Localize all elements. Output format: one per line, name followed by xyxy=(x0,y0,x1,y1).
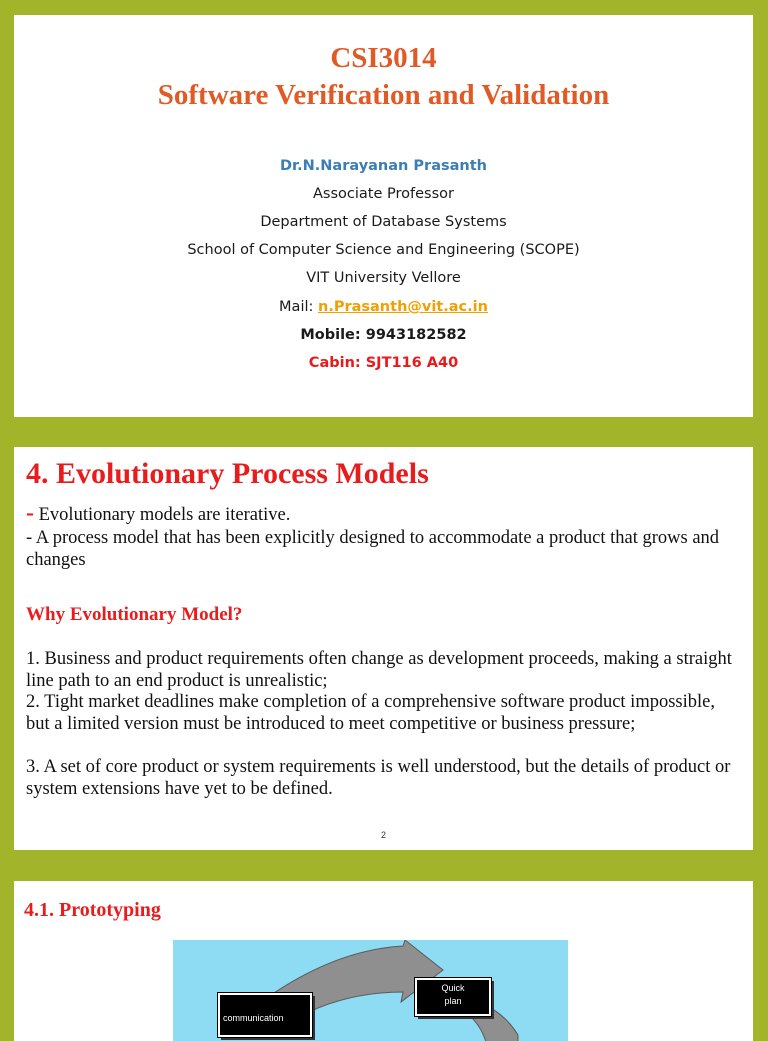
evolutionary-models-slide xyxy=(14,447,753,850)
slide-heading: 4. Evolutionary Process Models xyxy=(26,457,429,490)
communication-label: communication xyxy=(223,1013,284,1023)
author-designation: Associate Professor xyxy=(313,186,454,202)
author-university: VIT University Vellore xyxy=(306,270,461,286)
prototyping-slide xyxy=(14,881,753,1041)
mobile-number: Mobile: 9943182582 xyxy=(300,327,467,343)
cabin-number: Cabin: SJT116 A40 xyxy=(308,355,459,371)
communication-box xyxy=(218,993,312,1037)
bullet-dash: - xyxy=(26,500,34,526)
author-school: School of Computer Science and Engineering (SCOPE) xyxy=(187,242,580,258)
why-subheading: Why Evolutionary Model? xyxy=(26,604,243,625)
title-slide xyxy=(14,15,753,417)
mail-line xyxy=(14,299,753,315)
reason-2: 2. Tight market deadlines make completion of a comprehensive software product impossible, but a limited version must be introduced to meet competitive or business pressure; xyxy=(26,692,715,734)
mail-link[interactable]: n.Prasanth@vit.ac.in xyxy=(318,299,488,315)
quick-plan-line-1: Quick xyxy=(441,983,465,993)
course-title: Software Verification and Validation xyxy=(157,79,610,111)
intro-line-1-text: Evolutionary models are iterative. xyxy=(38,505,291,525)
intro-line-1 xyxy=(26,502,741,526)
prototyping-diagram xyxy=(173,940,568,1041)
author-name: Dr.N.Narayanan Prasanth xyxy=(280,158,487,174)
intro-line-2: - A process model that has been explicitly designed to accommodate a product that grows and changes xyxy=(26,528,720,570)
reason-3: 3. A set of core product or system requirements is well understood, but the details of product or system extensions have yet to be defined. xyxy=(26,757,731,799)
reason-1: 1. Business and product requirements often change as development proceeds, making a straight line path to an end product is unrealistic; xyxy=(26,649,732,691)
course-code: CSI3014 xyxy=(330,42,437,74)
quick-plan-box xyxy=(415,978,491,1016)
page-number: 2 xyxy=(380,830,386,840)
author-department: Department of Database Systems xyxy=(260,214,507,230)
mail-label: Mail: xyxy=(279,299,318,315)
quick-plan-line-2: plan xyxy=(444,996,462,1006)
slide-heading: 4.1. Prototyping xyxy=(24,899,161,921)
